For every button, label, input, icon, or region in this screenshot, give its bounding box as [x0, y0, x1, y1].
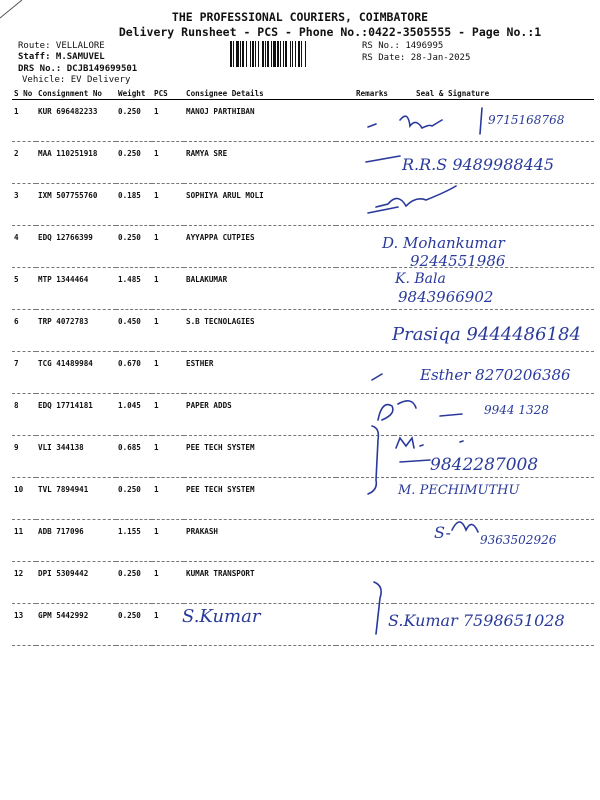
row-sno: 6: [12, 310, 36, 352]
sig-row2: R.R.S 9489988445: [402, 155, 555, 174]
table-row: [12, 478, 594, 520]
row-signature-cell: [394, 310, 594, 352]
barcode-bar: [230, 41, 232, 67]
row-weight: 1.485: [116, 268, 152, 310]
table-row: [12, 352, 594, 394]
row-sno: 4: [12, 226, 36, 268]
barcode-bar: [305, 41, 306, 67]
row-weight: 0.450: [116, 310, 152, 352]
vehicle-label: Vehicle: EV Delivery: [22, 75, 131, 85]
barcode-bar: [271, 41, 272, 67]
barcode-bar: [280, 41, 281, 67]
barcode-image: [230, 41, 355, 67]
sig-row4-phone: 9244551986: [410, 252, 506, 270]
row-remarks: [336, 352, 394, 394]
row-sno: 3: [12, 184, 36, 226]
row-weight: 0.185: [116, 184, 152, 226]
row-pcs: 1: [152, 226, 184, 268]
row-remarks: [336, 310, 394, 352]
row-consignment: MTP 1344464: [36, 268, 116, 310]
table-row: [12, 562, 594, 604]
svg-text:S-: S-: [434, 523, 451, 542]
row-remarks: [336, 184, 394, 226]
row-consignee: BALAKUMAR: [184, 268, 336, 310]
row-signature-cell: [394, 142, 594, 184]
row-consignee: PEE TECH SYSTEM: [184, 436, 336, 478]
barcode-bar: [277, 41, 279, 67]
header-signature: Seal & Signature: [394, 88, 594, 100]
row-signature-cell: [394, 436, 594, 478]
sig-row1: 9715168768: [488, 113, 565, 127]
row-consignment: EDQ 17714181: [36, 394, 116, 436]
row-pcs: 1: [152, 142, 184, 184]
row-sno: 10: [12, 478, 36, 520]
row-weight: 0.670: [116, 352, 152, 394]
barcode-bar: [292, 41, 293, 67]
row-consignee: AYYAPPA CUTPIES: [184, 226, 336, 268]
table-row: [12, 226, 594, 268]
row-weight: 1.045: [116, 394, 152, 436]
barcode-bar: [255, 41, 256, 67]
header-consignment: Consignment No: [36, 88, 116, 100]
row-sno: 1: [12, 100, 36, 142]
row-signature-cell: [394, 478, 594, 520]
table-row: [12, 436, 594, 478]
row-weight: 1.155: [116, 520, 152, 562]
row-consignee: RAMYA SRE: [184, 142, 336, 184]
row-signature-cell: [394, 394, 594, 436]
sig-row10: M. PECHIMUTHU: [398, 483, 520, 498]
row-signature-cell: [394, 562, 594, 604]
row-weight: 0.250: [116, 142, 152, 184]
row-consignee: S.B TECNOLAGIES: [184, 310, 336, 352]
row-sno: 5: [12, 268, 36, 310]
barcode-bar: [258, 41, 259, 67]
row-consignee: SOPHIYA ARUL MOLI: [184, 184, 336, 226]
row-consignment: KUR 696482233: [36, 100, 116, 142]
row-remarks: [336, 604, 394, 646]
row-consignee: PRAKASH: [184, 520, 336, 562]
barcode-bar: [252, 41, 254, 67]
row-consignment: VLI 344138: [36, 436, 116, 478]
row-consignment: ADB 717096: [36, 520, 116, 562]
barcode-bar: [236, 41, 239, 67]
header-remarks: Remarks: [336, 88, 394, 100]
row-consignment: DPI 5309442: [36, 562, 116, 604]
barcode-bar: [262, 41, 264, 67]
rs-number: RS No.: 1496995: [362, 41, 444, 51]
row-weight: 0.250: [116, 100, 152, 142]
company-title: THE PROFESSIONAL COURIERS, COIMBATORE: [171, 10, 429, 24]
row-weight: 0.250: [116, 562, 152, 604]
header-sno: S No: [12, 88, 36, 100]
barcode-bar: [285, 41, 287, 67]
barcode-bar: [233, 41, 234, 67]
row-sno: 13: [12, 604, 36, 646]
table-row: [12, 268, 594, 310]
drs-label: DRS No.: DCJB149699501: [18, 64, 138, 74]
runsheet-subtitle: Delivery Runsheet - PCS - Phone No.:0422-3505555 - Page No.:1: [118, 25, 542, 39]
row-sno: 11: [12, 520, 36, 562]
route-label: Route: VELLALORE: [18, 41, 105, 51]
header-consignee: Consignee Details: [184, 88, 336, 100]
row-sno: 7: [12, 352, 36, 394]
barcode-bar: [267, 41, 269, 67]
row-consignee: ESTHER: [184, 352, 336, 394]
row-consignee: PAPER ADDS: [184, 394, 336, 436]
row-pcs: 1: [152, 436, 184, 478]
row-remarks: [336, 142, 394, 184]
row-consignment: TRP 4072783: [36, 310, 116, 352]
row-signature-cell: [394, 184, 594, 226]
row-remarks: [336, 520, 394, 562]
sig-row6: Prasiqa 9444486184: [392, 324, 581, 345]
sig-row13: S.Kumar 7598651028: [388, 611, 565, 630]
row-signature-cell: [394, 100, 594, 142]
row-signature-cell: [394, 226, 594, 268]
row-sno: 12: [12, 562, 36, 604]
row-sno: 8: [12, 394, 36, 436]
barcode-bar: [273, 41, 276, 67]
row-consignee: [184, 604, 336, 646]
sig-row5-phone: 9843966902: [398, 288, 494, 306]
row-remarks: [336, 100, 394, 142]
row-pcs: 1: [152, 184, 184, 226]
row-pcs: 1: [152, 478, 184, 520]
row-consignment: GPM 5442992: [36, 604, 116, 646]
row-consignment: TCG 41489984: [36, 352, 116, 394]
barcode-bar: [301, 41, 302, 67]
table-row: [12, 310, 594, 352]
row-sno: 9: [12, 436, 36, 478]
row-weight: 0.685: [116, 436, 152, 478]
row-signature-cell: [394, 520, 594, 562]
row-consignment: IXM 507755760: [36, 184, 116, 226]
sig-row9: 9842287008: [430, 455, 539, 475]
row-pcs: 1: [152, 100, 184, 142]
rs-date: RS Date: 28-Jan-2025: [362, 53, 471, 63]
header-pcs: PCS: [152, 88, 184, 100]
row-signature-cell: [394, 268, 594, 310]
row-remarks: [336, 394, 394, 436]
row-pcs: 1: [152, 562, 184, 604]
row-consignment: MAA 110251918: [36, 142, 116, 184]
barcode-bar: [242, 41, 244, 67]
table-row: [12, 100, 594, 142]
row-signature-cell: [394, 604, 594, 646]
row-remarks: [336, 478, 394, 520]
sig-row5-name: K. Bala: [395, 271, 446, 287]
barcode-bar: [246, 41, 247, 67]
row-pcs: 1: [152, 604, 184, 646]
barcode-bar: [283, 41, 284, 67]
row-remarks: [336, 268, 394, 310]
row-consignee: PEE TECH SYSTEM: [184, 478, 336, 520]
row-weight: 0.250: [116, 604, 152, 646]
barcode-bar: [265, 41, 266, 67]
staff-label: Staff: M.SAMUVEL: [18, 52, 105, 62]
barcode-bar: [295, 41, 296, 67]
row-pcs: 1: [152, 268, 184, 310]
row-remarks: [336, 562, 394, 604]
row-consignee: MANOJ PARTHIBAN: [184, 100, 336, 142]
barcode-bar: [298, 41, 300, 67]
row-sno: 2: [12, 142, 36, 184]
row-remarks: [336, 436, 394, 478]
sig-row13-consignee: S.Kumar: [182, 606, 261, 627]
row-weight: 0.250: [116, 478, 152, 520]
row-pcs: 1: [152, 520, 184, 562]
row-consignee: KUMAR TRANSPORT: [184, 562, 336, 604]
delivery-table: [12, 88, 594, 646]
row-pcs: 1: [152, 394, 184, 436]
row-signature-cell: [394, 352, 594, 394]
barcode-bar: [290, 41, 291, 67]
row-pcs: 1: [152, 352, 184, 394]
table-row: [12, 184, 594, 226]
barcode-bar: [240, 41, 241, 67]
header-weight: Weight: [116, 88, 152, 100]
table-row: [12, 394, 594, 436]
sig-row7: Esther 8270206386: [420, 366, 571, 384]
sig-row8: 9944 1328: [484, 403, 549, 417]
table-header-row: [12, 88, 594, 100]
table-row: [12, 520, 594, 562]
barcode-bar: [250, 41, 251, 67]
row-remarks: [336, 226, 394, 268]
row-consignment: TVL 7894941: [36, 478, 116, 520]
row-consignment: EDQ 12766399: [36, 226, 116, 268]
sig-row4-name: D. Mohankumar: [382, 234, 505, 252]
row-weight: 0.250: [116, 226, 152, 268]
row-pcs: 1: [152, 310, 184, 352]
table-row: [12, 142, 594, 184]
table-row: [12, 604, 594, 646]
sig-row11: 9363502926: [480, 533, 557, 547]
